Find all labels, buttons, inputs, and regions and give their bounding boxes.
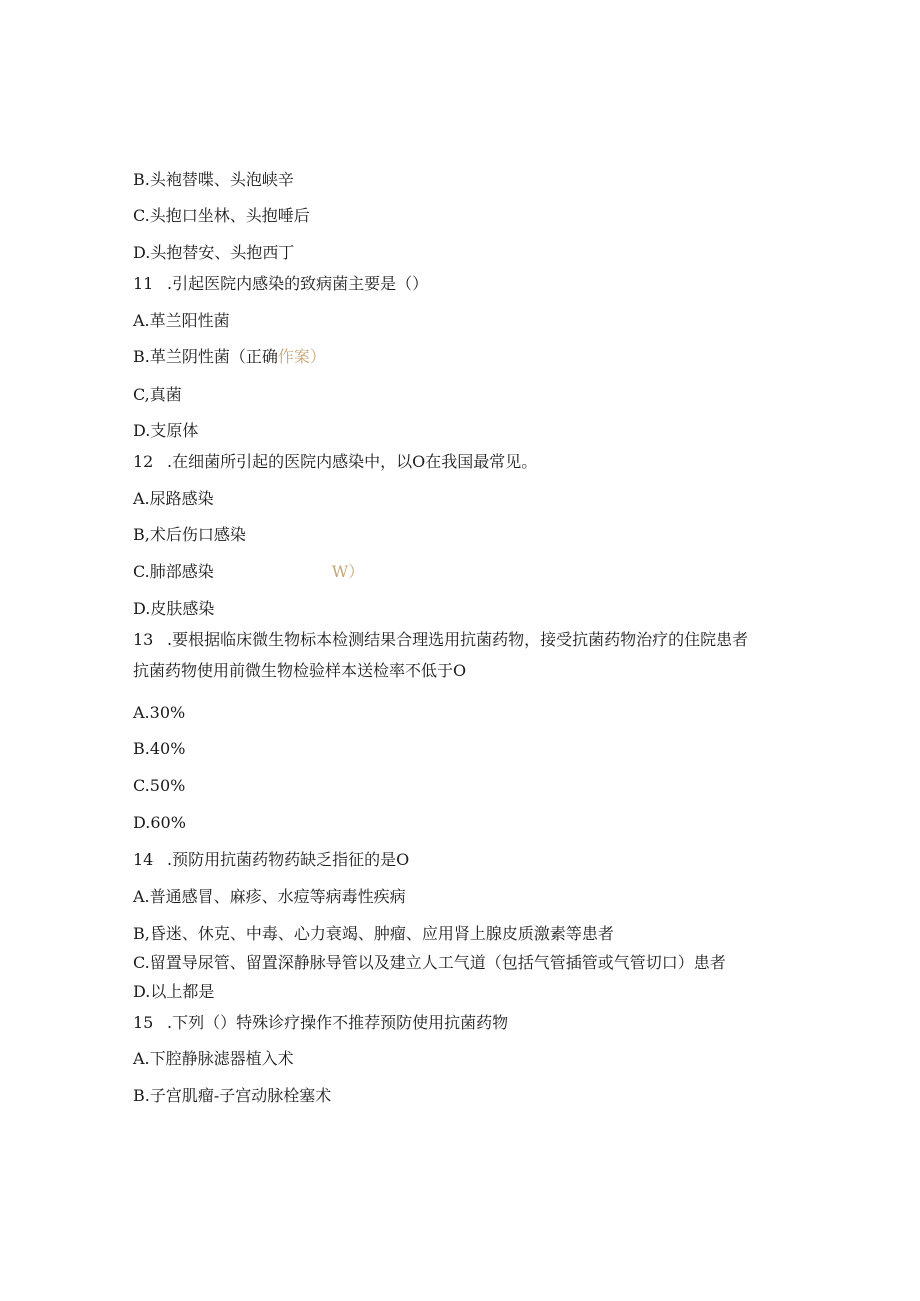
q12-stem-text: .在细菌所引起的医院内感染中，以O在我国最常见。	[167, 452, 538, 471]
q12-number: 12	[133, 452, 154, 471]
q14-stem-text: .预防用抗菌药物药缺乏指征的是O	[167, 850, 410, 869]
q11-option-b	[133, 347, 326, 367]
q11-option-b-text: B.革兰阴性菌（正确	[133, 347, 278, 366]
q13-option-a: A.30%	[133, 703, 186, 722]
q13-option-b: B.40%	[133, 739, 186, 758]
q10-option-b: B.头袍替喋、头泡峡辛	[133, 170, 294, 189]
q14-stem	[133, 850, 409, 870]
q12-option-c	[133, 562, 364, 582]
q11-option-d: D.支原体	[133, 421, 199, 440]
q13-stem-line2: 抗菌药物使用前微生物检验样本送检率不低于O	[133, 661, 467, 680]
q14-option-c: C.留置导尿管、留置深静脉导管以及建立人工气道（包括气管插管或气管切口）患者	[133, 953, 726, 972]
q12-option-b: B,术后伤口感染	[133, 525, 246, 544]
q12-option-c-text: C.肺部感染	[133, 562, 214, 581]
q13-stem-text-1: .要根据临床微生物标本检测结果合理选用抗菌药物，接受抗菌药物治疗的住院患者	[167, 630, 749, 649]
q11-stem-text: .引起医院内感染的致病菌主要是（）	[167, 274, 429, 293]
q13-option-d: D.60%	[133, 813, 186, 832]
q14-option-d: D.以上都是	[133, 982, 215, 1001]
q11-number: 11	[133, 274, 154, 293]
q15-number: 15	[133, 1013, 154, 1032]
q15-stem-text: .下列（）特殊诊疗操作不推荐预防使用抗菌药物	[167, 1013, 509, 1032]
q12-option-d: D.皮肤感染	[133, 599, 215, 618]
q12-option-c-mark: W）	[331, 562, 365, 581]
q15-stem	[133, 1013, 508, 1033]
q13-number: 13	[133, 630, 154, 649]
q11-option-a: A.革兰阳性菌	[133, 311, 230, 330]
q14-option-b: B,昏迷、休克、中毒、心力衰竭、肿瘤、应用肾上腺皮质激素等患者	[133, 924, 614, 943]
q11-option-c: C,真菌	[133, 385, 182, 404]
q12-option-a: A.尿路感染	[133, 489, 214, 508]
q13-option-c: C.50%	[133, 776, 186, 795]
q11-option-b-mark: 作案）	[277, 347, 326, 366]
q12-stem	[133, 452, 537, 472]
q10-option-c: C.头抱口坐林、头抱唾后	[133, 206, 310, 225]
q15-option-a: A.下腔静脉滤器植入术	[133, 1049, 294, 1068]
q15-option-b: B.子宫肌瘤-子宫动脉栓塞术	[133, 1086, 332, 1105]
q11-stem	[133, 274, 428, 294]
q14-number: 14	[133, 850, 154, 869]
q13-stem-line1	[133, 630, 748, 650]
q14-option-a: A.普通感冒、麻疹、水痘等病毒性疾病	[133, 887, 406, 906]
q10-option-d: D.头抱替安、头抱西丁	[133, 243, 295, 262]
